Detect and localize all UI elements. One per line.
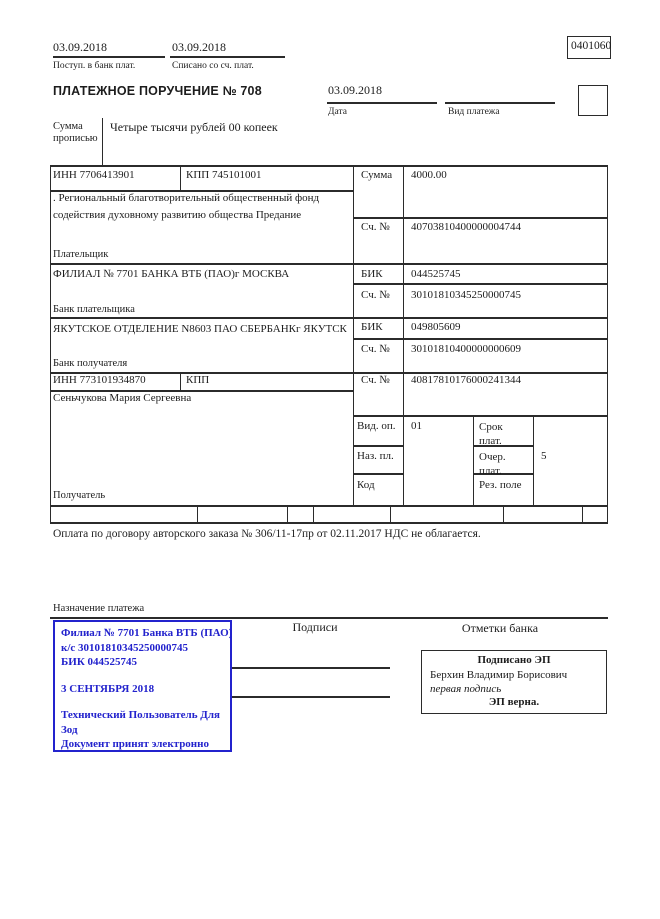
signer-name: Берхин Владимир Борисович: [430, 669, 568, 681]
payer-bank-bik-line: [353, 283, 608, 285]
electronic-signature-box: [421, 650, 607, 714]
thin-row-divider-4: [390, 505, 391, 522]
due-date-label: Срок плат.: [479, 421, 503, 447]
payment-type-box: [578, 85, 608, 116]
stamp-user: Технический Пользователь Для Зод: [61, 709, 220, 736]
reserve-field-label: Рез. поле: [479, 479, 522, 491]
debited-label: Списано со сч. плат.: [172, 61, 254, 71]
thin-row-divider-3: [313, 505, 314, 522]
payee-bank-bik-value: 049805609: [411, 321, 461, 333]
signature-line-2: [232, 696, 390, 698]
subtable-divider-1: [473, 415, 474, 505]
payee-bank-section-label: Банк получателя: [53, 358, 128, 369]
subtable-row1-line-left: [353, 445, 403, 447]
thin-row-divider-2: [287, 505, 288, 522]
label-column-right-line: [403, 165, 404, 505]
payee-section-label: Получатель: [53, 490, 106, 501]
received-in-bank-label: Поступ. в банк плат.: [53, 61, 136, 71]
stamp-bik: БИК 044525745: [61, 656, 138, 668]
op-kind-label: Вид. оп.: [357, 420, 396, 432]
debited-date-underline: [170, 56, 285, 58]
payment-type-underline: [445, 102, 555, 104]
subtable-top-line: [353, 415, 608, 417]
received-in-bank-date: 03.09.2018: [53, 40, 107, 54]
payer-bank-bik-value: 044525745: [411, 268, 461, 280]
amount-in-words-value: Четыре тысячи рублей 00 копеек: [110, 120, 278, 134]
payee-account-label: Сч. №: [361, 374, 390, 386]
table-left-border: [50, 165, 51, 522]
payee-inn: ИНН 773101934870: [53, 374, 146, 386]
date-label: Дата: [328, 107, 347, 117]
payer-kpp: КПП 745101001: [186, 169, 262, 181]
payer-bank-section-label: Банк плательщика: [53, 304, 135, 315]
payer-bank-account-value: 30101810345250000745: [411, 289, 521, 301]
payment-type-label: Вид платежа: [448, 107, 500, 117]
form-code-box: [567, 36, 611, 59]
payee-account-value: 40817810176000241344: [411, 374, 521, 386]
purpose-section-line: [50, 617, 608, 619]
signed-with-es-title: Подписано ЭП: [477, 654, 551, 666]
payer-name: . Региональный благотворительный общественный фонд содействия духовному развитию общества Предание: [53, 192, 320, 221]
amount-words-divider: [102, 118, 103, 165]
payer-inn: ИНН 7706413901: [53, 169, 135, 181]
date-underline: [327, 102, 437, 104]
payer-account-label: Сч. №: [361, 221, 390, 233]
bank-marks-title: Отметки банка: [461, 621, 539, 635]
thin-row-divider-1: [197, 505, 198, 522]
stamp-accepted-note: Документ принят электронно: [61, 738, 209, 750]
payer-bank-section-line: [50, 317, 608, 319]
amount-row-line: [353, 217, 608, 219]
payee-name: Сеньчукова Мария Сергеевна: [53, 392, 192, 404]
signature-line-1: [232, 667, 390, 669]
es-valid-note: ЭП верна.: [488, 696, 540, 708]
purpose-code-label: Наз. пл.: [357, 450, 394, 462]
amount-label: Сумма: [361, 169, 393, 181]
signature-type: первая подпись: [430, 683, 502, 695]
payer-account-value: 40703810400000004744: [411, 221, 521, 233]
payer-inn-kpp-divider: [180, 165, 181, 190]
table-right-border: [607, 165, 608, 522]
code-label: Код: [357, 479, 375, 491]
debited-date: 03.09.2018: [172, 40, 226, 54]
priority-value: 5: [541, 450, 547, 462]
stamp-date: 3 СЕНТЯБРЯ 2018: [61, 683, 155, 695]
op-kind-value: 01: [411, 420, 422, 432]
subtable-divider-2: [533, 415, 534, 505]
table-bottom-border: [50, 505, 608, 507]
payer-section-label: Плательщик: [53, 249, 109, 260]
payer-bank-name: ФИЛИАЛ № 7701 БАНКА ВТБ (ПАО)г МОСКВА: [53, 268, 290, 280]
form-code: 0401060: [571, 40, 612, 52]
stamp-bank-name: Филиал № 7701 Банка ВТБ (ПАО): [61, 627, 233, 639]
amount-in-words-label: Сумма прописью: [53, 121, 98, 144]
received-date-underline: [53, 56, 165, 58]
table-top-border: [50, 165, 608, 167]
purpose-section-label: Назначение платежа: [53, 603, 145, 614]
payer-section-line: [50, 263, 608, 265]
stamp-corr-account: к/с 30101810345250000745: [61, 642, 189, 654]
payee-bank-account-value: 30101810400000000609: [411, 343, 521, 355]
subtable-row2-line-left: [353, 473, 403, 475]
document-title: ПЛАТЕЖНОЕ ПОРУЧЕНИЕ № 708: [53, 84, 262, 98]
payer-bank-bik-label: БИК: [361, 268, 383, 280]
purpose-text: Оплата по договору авторского заказа № 306/11-17пр от 02.11.2017 НДС не облагается.: [53, 528, 481, 540]
payee-bank-name: ЯКУТСКОЕ ОТДЕЛЕНИЕ N8603 ПАО СБЕРБАНКг ЯКУТСК: [53, 323, 347, 335]
payee-bank-account-label: Сч. №: [361, 343, 390, 355]
document-date: 03.09.2018: [328, 83, 382, 97]
thin-row-divider-5: [503, 505, 504, 522]
priority-label: Очер. плат.: [479, 451, 506, 477]
payee-kpp-label: КПП: [186, 374, 210, 386]
thin-row-divider-6: [582, 505, 583, 522]
payee-inn-kpp-divider: [180, 372, 181, 390]
bank-stamp: [53, 620, 232, 752]
thin-row-bottom-line: [50, 522, 608, 524]
signatures-title: Подписи: [292, 620, 338, 634]
amount-value: 4000.00: [411, 169, 447, 181]
payee-bank-bik-label: БИК: [361, 321, 383, 333]
payer-bank-account-label: Сч. №: [361, 289, 390, 301]
payee-bank-bik-line: [353, 338, 608, 340]
